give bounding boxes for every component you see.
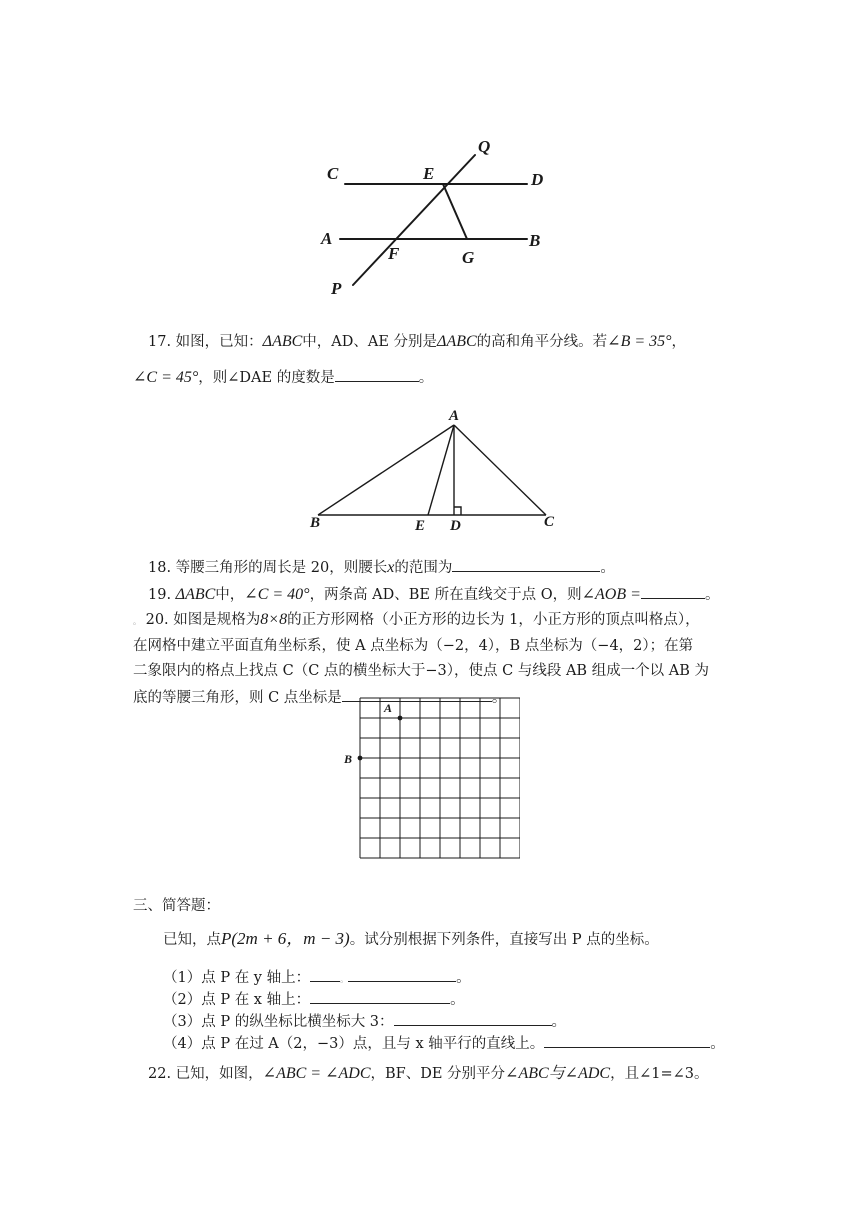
item-3-blank[interactable] [394, 1011, 552, 1026]
intro-text-b: 。试分别根据下列条件，直接写出 P 点的坐标。 [349, 932, 659, 948]
label-b: B [310, 515, 321, 531]
item-3-text: （3）点 P 的纵坐标比横坐标大 3： [163, 1014, 394, 1030]
q17-angle-b: ∠B = 35° [607, 333, 672, 350]
q19-angle-c: ∠C = 40° [244, 586, 310, 603]
label-d: D [450, 518, 461, 534]
q22-text-a: 已知，如图， [175, 1066, 263, 1082]
label-g: G [462, 248, 475, 267]
q19-triangle: ΔABC [175, 586, 216, 603]
q20-end: 。 [491, 690, 507, 706]
side-ab [318, 425, 454, 515]
q17-angle-c: ∠C = 45° [133, 369, 199, 386]
q20-text-b: 的正方形网格（小正方形的边长为 1，小正方形的顶点叫格点）， [287, 612, 700, 628]
q17-end: 。 [418, 370, 434, 386]
q20-text-d: 底的等腰三角形，则 C 点坐标是 [133, 690, 342, 706]
figure-grid [340, 695, 520, 860]
q20-line3: 二象限内的格点上找点 C（C 点的横坐标大于−3），使点 C 与线段 AB 组成一个以 AB 为 [133, 663, 710, 679]
item-1-mark: 。 [340, 975, 349, 984]
right-angle-mark [454, 507, 461, 515]
figure-triangle-abc [300, 402, 570, 538]
q18-end: 。 [600, 560, 615, 576]
q18-number: 18. [148, 560, 172, 576]
q17-text-a: 如图，已知： [175, 334, 263, 350]
item-2-blank[interactable] [310, 989, 450, 1004]
intro-text-a: 已知，点 [163, 932, 221, 948]
point-b [358, 756, 363, 761]
q22-text-c: ，且∠1=∠3。 [610, 1066, 709, 1082]
q22-number: 22. [148, 1066, 172, 1082]
label-d: D [531, 170, 544, 189]
q22-angles: ∠ABC与∠ADC [505, 1065, 611, 1082]
q22 [148, 1064, 709, 1084]
segment-eg [443, 184, 467, 239]
q18-text-b: 的范围为 [394, 560, 453, 576]
q17-triangle: ΔABC [262, 333, 303, 350]
q19-number: 19. [148, 587, 172, 603]
item-1 [163, 967, 471, 990]
item-1-blank-a[interactable] [310, 967, 340, 982]
label-a: A [384, 701, 393, 715]
label-b: B [529, 231, 541, 250]
q19 [148, 584, 719, 605]
item-4-blank[interactable] [544, 1033, 710, 1048]
q17-text-c: 的高和角平分线。若 [476, 334, 608, 350]
q20-mark: 。 [133, 617, 141, 626]
point-a [398, 716, 403, 721]
q20-line1 [133, 610, 700, 632]
q19-text-a: 中， [215, 587, 245, 603]
q22-text-b: ，BF、DE 分别平分 [370, 1066, 506, 1082]
label-q: Q [478, 137, 491, 156]
item-4-text: （4）点 P 在过 A（2，−3）点，且与 x 轴平行的直线上。 [163, 1036, 545, 1052]
label-b: B [344, 752, 353, 766]
section3-intro [163, 929, 659, 950]
q20-line2: 在网格中建立平面直角坐标系，使 A 点坐标为（−2，4），B 点坐标为（−4，2）；在第 [133, 638, 694, 654]
item-4 [163, 1033, 725, 1054]
q18-answer-blank[interactable] [452, 557, 600, 572]
point-p: P(2m + 6，m − 3) [221, 929, 350, 948]
bisector-ae [428, 425, 454, 515]
label-a: A [449, 408, 460, 424]
q20-number: 20. [145, 612, 169, 628]
item-2-end: 。 [450, 992, 465, 1008]
q17-number: 17. [148, 334, 172, 350]
section-heading: 三、简答题： [133, 898, 220, 914]
label-e: E [423, 164, 435, 183]
item-1-blank-b[interactable] [348, 967, 456, 982]
grid-lines [360, 698, 520, 858]
q17-text-d: ，则∠DAE 的度数是 [198, 370, 335, 386]
label-c: C [327, 164, 339, 183]
q20-grid-size: 8×8 [260, 611, 288, 628]
q17-triangle-2: ΔABC [437, 333, 477, 350]
q17-text-b: 中，AD、AE 分别是 [302, 334, 438, 350]
q19-end: 。 [704, 587, 720, 603]
label-a: A [321, 229, 333, 248]
item-3 [163, 1011, 566, 1032]
q17-answer-blank[interactable] [335, 367, 419, 382]
q19-answer-blank[interactable] [641, 584, 705, 599]
item-3-end: 。 [551, 1014, 567, 1030]
q20-text-a: 如图是规格为 [173, 612, 261, 628]
q19-text-b: ，两条高 AD、BE 所在直线交于点 O，则 [309, 587, 582, 603]
q19-angle-aob: ∠AOB = [581, 586, 641, 603]
side-ac [454, 425, 546, 515]
item-1-end: 。 [456, 970, 471, 986]
label-p: P [331, 279, 342, 298]
item-1-text: （1）点 P 在 y 轴上： [163, 970, 311, 986]
label-f: F [388, 244, 400, 263]
q17-line2 [133, 367, 433, 388]
q17-line1 [148, 332, 686, 352]
q17-comma: ， [671, 334, 687, 350]
label-e: E [415, 518, 426, 534]
q18-text-a: 等腰三角形的周长是 20，则腰长 [175, 560, 388, 576]
q18 [148, 557, 615, 578]
item-4-end: 。 [710, 1036, 725, 1052]
q22-equation: ∠ABC = ∠ADC [262, 1065, 371, 1082]
figure-parallel-lines [315, 125, 565, 315]
q18-variable: x [387, 559, 395, 576]
line-pq [353, 155, 475, 285]
item-2 [163, 989, 465, 1010]
item-2-text: （2）点 P 在 x 轴上： [163, 992, 311, 1008]
label-c: C [544, 514, 555, 530]
